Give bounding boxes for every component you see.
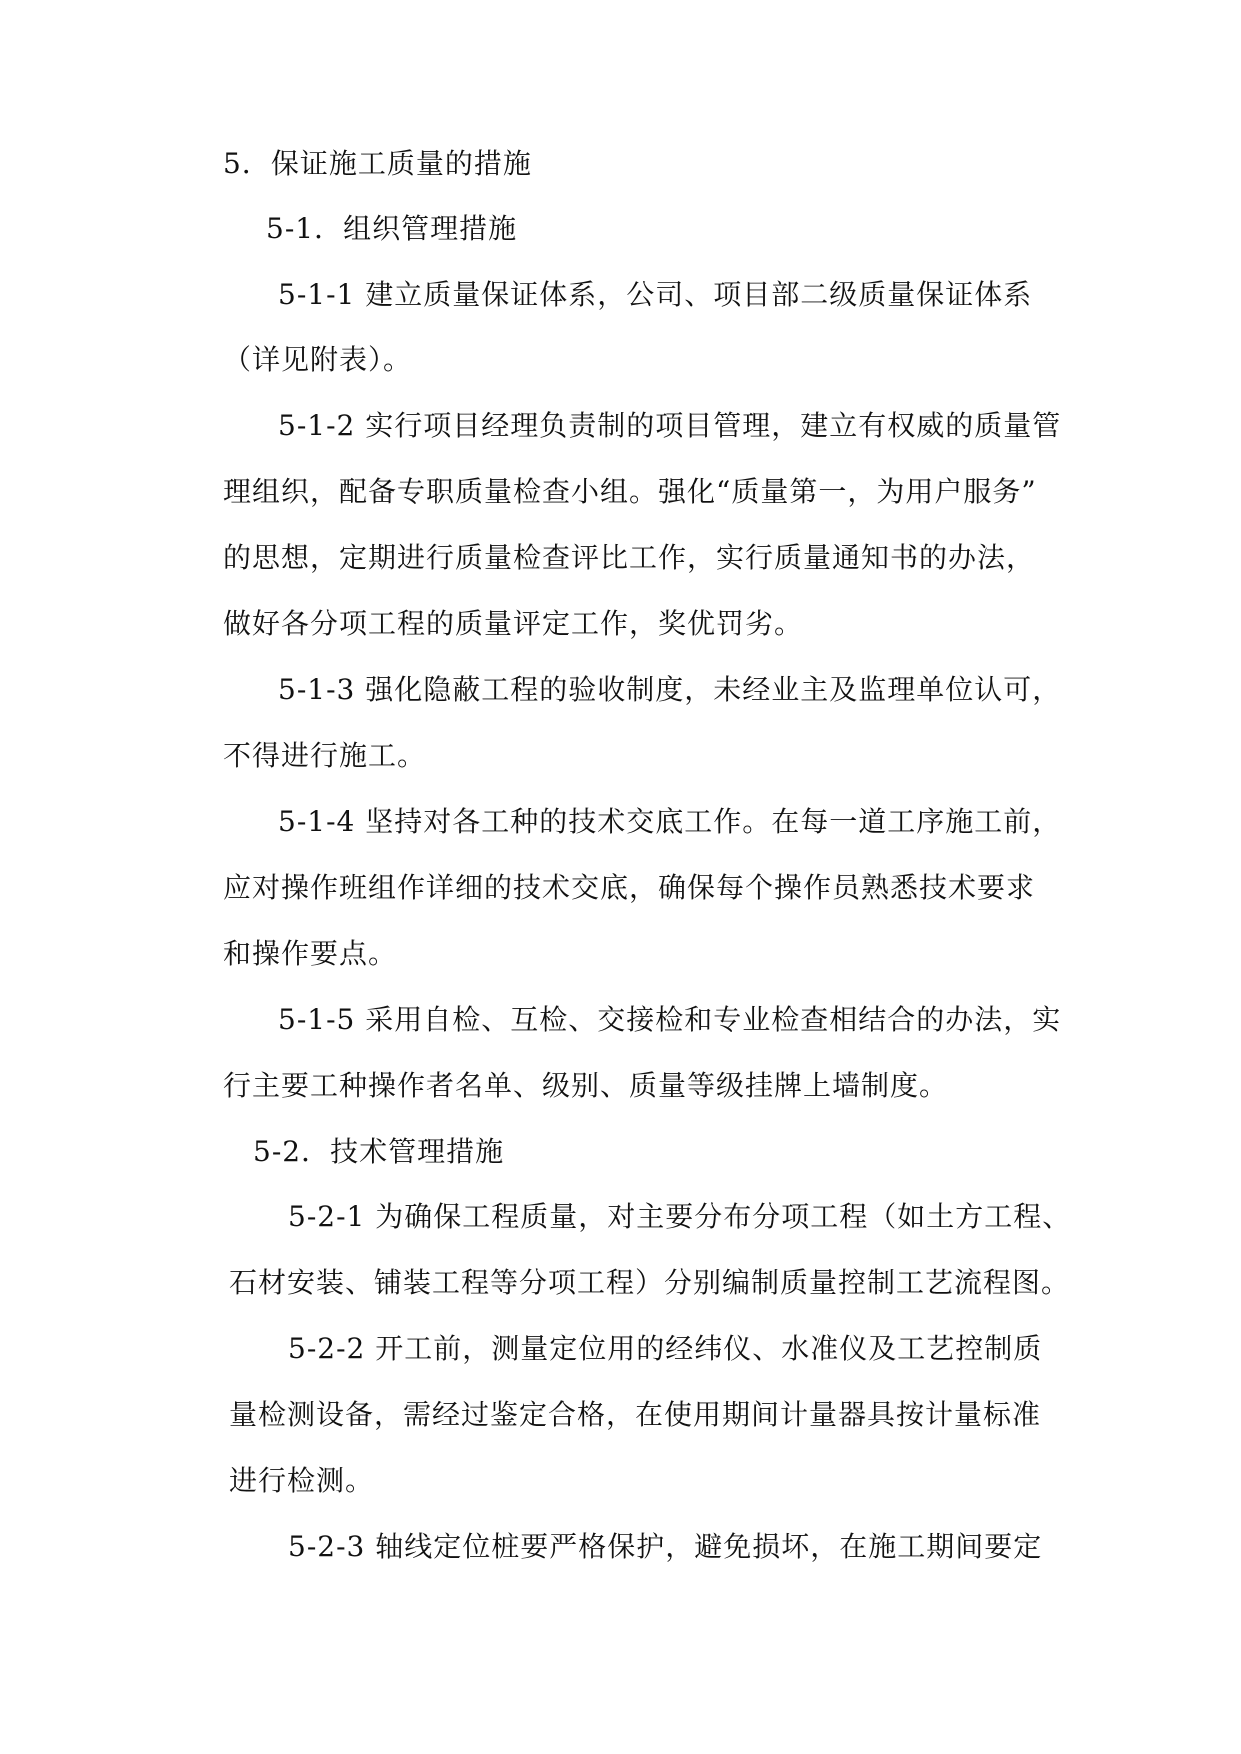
paragraph-5-1-2-line-1: 5-1-2 实行项目经理负责制的项目管理，建立有权威的质量管 — [278, 409, 1062, 442]
paragraph-5-2-3-line-1: 5-2-3 轴线定位桩要严格保护，避免损坏，在施工期间要定 — [288, 1530, 1043, 1563]
subsection-title-5-2: 5-2．技术管理措施 — [253, 1135, 505, 1168]
paragraph-5-1-2-line-3: 的思想，定期进行质量检查评比工作，实行质量通知书的办法， — [223, 541, 1036, 574]
paragraph-5-1-1-line-1: 5-1-1 建立质量保证体系，公司、项目部二级质量保证体系 — [278, 278, 1033, 311]
paragraph-5-1-3-line-1: 5-1-3 强化隐蔽工程的验收制度，未经业主及监理单位认可， — [278, 673, 1062, 706]
paragraph-5-1-4-line-2: 应对操作班组作详细的技术交底，确保每个操作员熟悉技术要求 — [223, 871, 1036, 904]
subsection-title-5-1: 5-1．组织管理措施 — [266, 212, 518, 245]
paragraph-5-1-1-line-2: （详见附表）。 — [223, 343, 413, 376]
paragraph-5-2-1-line-1: 5-2-1 为确保工程质量，对主要分布分项工程（如土方工程、 — [288, 1200, 1072, 1233]
section-title: 5．保证施工质量的措施 — [223, 147, 532, 180]
paragraph-5-2-1-line-2: 石材安装、铺装工程等分项工程）分别编制质量控制工艺流程图。 — [229, 1266, 1071, 1299]
paragraph-5-2-2-line-2: 量检测设备，需经过鉴定合格，在使用期间计量器具按计量标准 — [229, 1398, 1042, 1431]
paragraph-5-2-2-line-3: 进行检测。 — [229, 1464, 375, 1497]
paragraph-5-1-4-line-1: 5-1-4 坚持对各工种的技术交底工作。在每一道工序施工前， — [278, 805, 1062, 838]
paragraph-5-1-4-line-3: 和操作要点。 — [223, 937, 398, 970]
paragraph-5-1-2-line-2: 理组织，配备专职质量检查小组。强化“质量第一，为用户服务” — [223, 475, 1037, 508]
paragraph-5-1-5-line-2: 行主要工种操作者名单、级别、质量等级挂牌上墙制度。 — [223, 1069, 949, 1102]
paragraph-5-1-3-line-2: 不得进行施工。 — [223, 739, 427, 772]
paragraph-5-2-2-line-1: 5-2-2 开工前，测量定位用的经纬仪、水准仪及工艺控制质 — [288, 1332, 1043, 1365]
paragraph-5-1-2-line-4: 做好各分项工程的质量评定工作，奖优罚劣。 — [223, 607, 804, 640]
paragraph-5-1-5-line-1: 5-1-5 采用自检、互检、交接检和专业检查相结合的办法，实 — [278, 1003, 1062, 1036]
